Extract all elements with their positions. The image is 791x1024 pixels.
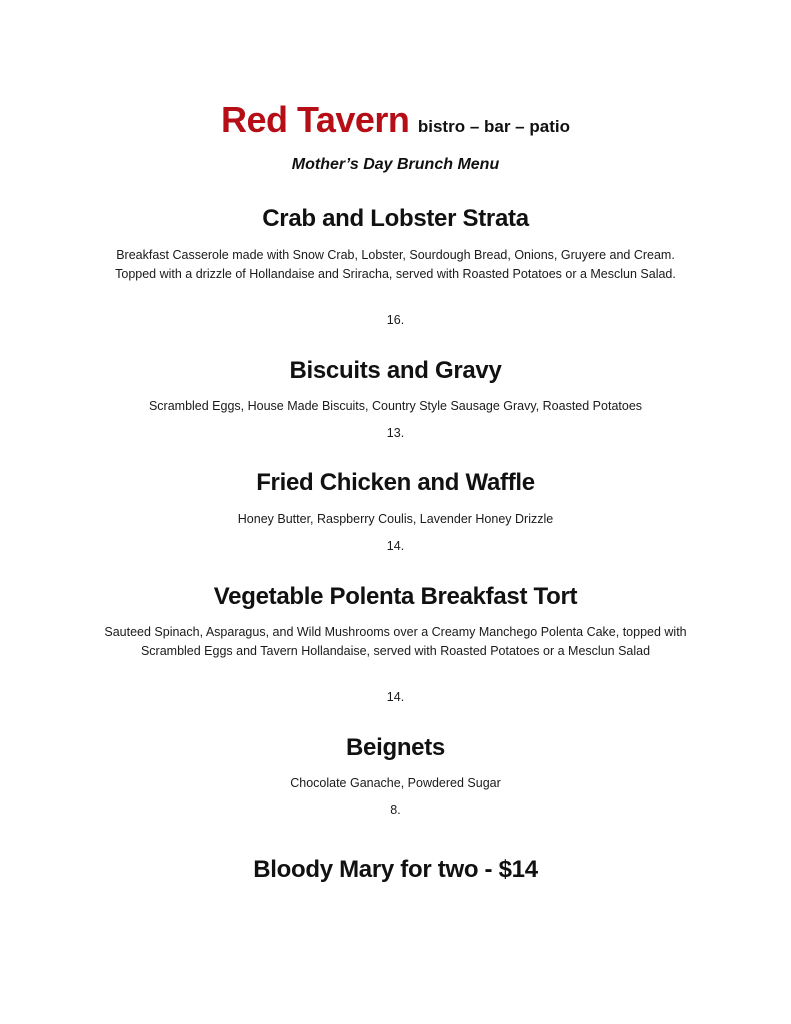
dish-title: Crab and Lobster Strata (262, 205, 529, 232)
dish-price: 8. (390, 803, 401, 817)
dish-description: Honey Butter, Raspberry Coulis, Lavender Honey Drizzle (237, 512, 554, 526)
dish-description: Chocolate Ganache, Powdered Sugar (290, 776, 501, 790)
dish-description: Breakfast Casserole made with Snow Crab, Lobster, Sourdough Bread, Onions, Gruyere and Cream. Topped with a drizzle of Hollandaise and Sriracha, served with Roasted Potatoes or a Mesclun Salad. (115, 248, 676, 281)
dish-description: Scrambled Eggs, House Made Biscuits, Country Style Sausage Gravy, Roasted Potatoes (148, 399, 643, 413)
dish-title: Fried Chicken and Waffle (256, 469, 535, 496)
restaurant-tagline: bistro – bar – patio (417, 117, 570, 136)
dish-title: Beignets (346, 734, 445, 761)
menu-subtitle: Mother’s Day Brunch Menu (291, 156, 500, 173)
dish-price: 14. (386, 539, 405, 553)
dish-price: 16. (386, 313, 405, 327)
dish-price: 13. (386, 426, 405, 440)
drink-special: Bloody Mary for two - $14 (253, 856, 538, 883)
dish-title: Biscuits and Gravy (289, 357, 502, 384)
restaurant-name: Red Tavern (221, 99, 410, 140)
header-title (0, 98, 791, 150)
dish-description: Sauteed Spinach, Asparagus, and Wild Mushrooms over a Creamy Manchego Polenta Cake, topped with Scrambled Eggs and Tavern Hollandaise, served with Roasted Potatoes or a Mesclun Salad (104, 625, 687, 658)
dish-title: Vegetable Polenta Breakfast Tort (213, 583, 578, 610)
dish-price: 14. (386, 690, 405, 704)
